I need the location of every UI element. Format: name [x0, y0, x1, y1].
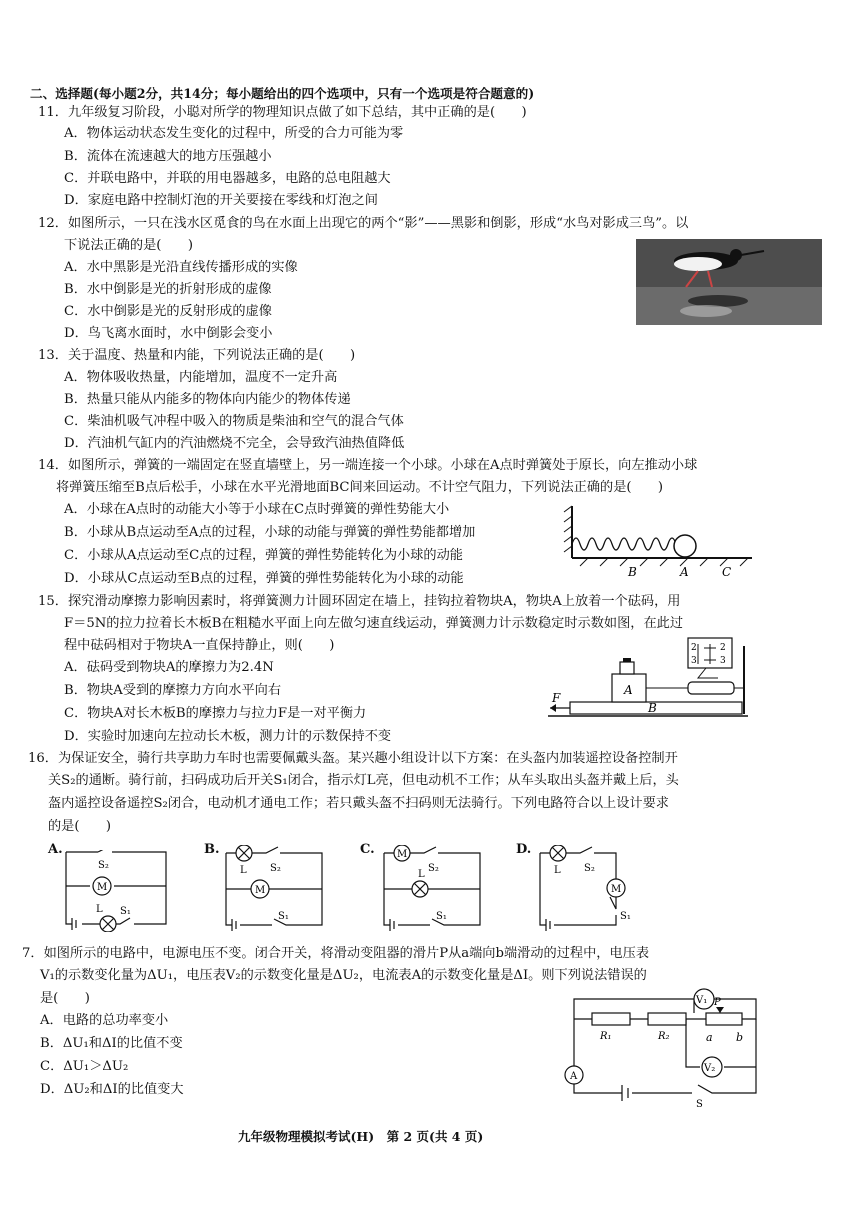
q16-option-b-label: B. [204, 842, 220, 857]
circuit-c [380, 845, 490, 935]
q16-stem-1: 16．为保证安全，骑行共享助力车时也需要佩戴头盔。某兴趣小组设计以下方案：在头盔内加装遥控设备控制开 [28, 751, 678, 766]
s1-label: S₁ [120, 906, 131, 917]
q17-stem-3: 是( ) [40, 991, 90, 1006]
lamp-label: L [554, 865, 561, 876]
q14-option-d: D．小球从C点运动至B点的过程，弹簧的弹性势能转化为小球的动能 [64, 571, 464, 586]
scale-tick: 2 [720, 643, 726, 653]
q14-option-c: C．小球从A点运动至C点的过程，弹簧的弹性势能转化为小球的动能 [64, 548, 463, 563]
r2-label: R₂ [658, 1031, 670, 1042]
lamp-label: L [240, 865, 247, 876]
point-c-label: C [722, 565, 732, 579]
q15-stem-3: 程中砝码相对于物块A一直保持静止，则( ) [64, 638, 335, 653]
q15-option-a: A．砝码受到物块A的摩擦力为2.4N [64, 660, 274, 675]
s1-label: S₁ [436, 911, 447, 922]
q14-stem-2: 将弹簧压缩至B点后松手，小球在水平光滑地面BC间来回运动。不计空气阻力，下列说法正确的是( ) [56, 480, 664, 495]
slider-p-label: P [714, 997, 721, 1008]
q13-option-a: A．物体吸收热量，内能增加，温度不一定升高 [64, 370, 338, 385]
q16-stem-4: 的是( ) [48, 819, 112, 834]
q17-option-a: A．电路的总功率变小 [40, 1013, 169, 1028]
v2-label: V₂ [704, 1063, 716, 1074]
q17-option-b: B．ΔU₁和ΔI的比值不变 [40, 1036, 183, 1051]
motor-label: M [97, 882, 108, 893]
scale-tick: 3 [691, 656, 697, 666]
q13-stem: 13．关于温度、热量和内能，下列说法正确的是( ) [38, 348, 356, 363]
spring-diagram [560, 500, 760, 580]
section-header: 二、选择题(每小题2分，共14分；每小题给出的四个选项中，只有一个选项是符合题意的) [30, 86, 535, 101]
circuit-d [536, 845, 646, 935]
s2-label: S₂ [584, 863, 595, 874]
ammeter-label: A [570, 1071, 578, 1082]
q15-option-c: C．物块A对长木板B的摩擦力与拉力F是一对平衡力 [64, 706, 367, 721]
circuit-a [62, 850, 172, 932]
circuit-b [222, 845, 332, 935]
q13-option-c: C．柴油机吸气冲程中吸入的物质是柴油和空气的混合气体 [64, 414, 404, 429]
v1-label: V₁ [696, 995, 708, 1006]
q11-option-a: A．物体运动状态发生变化的过程中，所受的合力可能为零 [64, 126, 404, 141]
point-a-label: A [680, 565, 689, 579]
q12-stem-2: 下说法正确的是( ) [64, 238, 193, 253]
q14-option-b: B．小球从B点运动至A点的过程，小球的动能与弹簧的弹性势能都增加 [64, 525, 476, 540]
q12-stem-1: 12．如图所示，一只在浅水区觅食的鸟在水面上出现它的两个“影”——黑影和倒影，形成“水鸟对影成三鸟”。以 [38, 216, 689, 231]
q17-option-d: D．ΔU₂和ΔI的比值变大 [40, 1082, 184, 1097]
s2-label: S₂ [428, 863, 439, 874]
motor-label: M [611, 884, 622, 895]
board-b-label: B [648, 701, 657, 715]
lamp-label: L [418, 869, 425, 880]
r1-label: R₁ [600, 1031, 612, 1042]
q14-option-a: A．小球在A点时的动能大小等于小球在C点时弹簧的弹性势能大小 [64, 502, 450, 517]
q17-circuit [560, 985, 770, 1110]
q13-option-b: B．热量只能从内能多的物体向内能少的物体传递 [64, 392, 351, 407]
q17-option-c: C．ΔU₁＞ΔU₂ [40, 1059, 129, 1074]
switch-s-label: S [696, 1099, 703, 1110]
q15-option-b: B．物块A受到的摩擦力方向水平向右 [64, 683, 282, 698]
q11-option-d: D．家庭电路中控制灯泡的开关要接在零线和灯泡之间 [64, 193, 378, 208]
q11-option-c: C．并联电路中，并联的用电器越多，电路的总电阻越大 [64, 171, 391, 186]
end-a-label: a [706, 1031, 713, 1044]
q17-stem-1: 7．如图所示的电路中，电源电压不变。闭合开关，将滑动变阻器的滑片P从a端向b端滑动的过程中，电压表 [22, 946, 650, 961]
q16-stem-2: 关S₂的通断。骑行前，扫码成功后开关S₁闭合，指示灯L亮，但电动机不工作；从车头取出头盔并戴上后，头 [48, 773, 679, 788]
point-b-label: B [628, 565, 637, 579]
q16-option-a-label: A. [48, 842, 63, 857]
page-footer: 九年级物理模拟考试(H) 第 2 页(共 4 页) [238, 1129, 484, 1144]
q16-option-d-label: D. [516, 842, 532, 857]
q12-option-a: A．水中黑影是光沿直线传播形成的实像 [64, 260, 298, 275]
bird-photo [636, 239, 822, 325]
end-b-label: b [736, 1031, 744, 1044]
scale-tick: 3 [720, 656, 726, 666]
motor-label: M [255, 885, 266, 896]
q16-stem-3: 盔内遥控设备遥控S₂闭合，电动机才通电工作；若只戴头盔不扫码则无法骑行。下列电路符合以上设计要求 [48, 796, 669, 811]
s2-label: S₂ [98, 860, 109, 871]
s1-label: S₁ [620, 911, 631, 922]
motor-label: M [397, 849, 408, 860]
q16-option-c-label: C. [360, 842, 375, 857]
q15-stem-1: 15．探究滑动摩擦力影响因素时，将弹簧测力计圆环固定在墙上，挂钩拉着物块A，物块A上放着一个砝码，用 [38, 594, 681, 609]
friction-diagram [548, 636, 758, 726]
q12-option-d: D．鸟飞离水面时，水中倒影会变小 [64, 326, 273, 341]
q15-option-d: D．实验时加速向左拉动长木板，测力计的示数保持不变 [64, 729, 392, 744]
scale-tick: 2 [691, 643, 697, 653]
s1-label: S₁ [278, 911, 289, 922]
q11-stem: 11．九年级复习阶段，小聪对所学的物理知识点做了如下总结，其中正确的是( ) [38, 105, 527, 120]
q15-stem-2: F＝5N的拉力拉着长木板B在粗糙水平面上向左做匀速直线运动，弹簧测力计示数稳定时示数如图，在此过 [64, 616, 684, 631]
q11-option-b: B．流体在流速越大的地方压强越小 [64, 149, 272, 164]
q12-option-c: C．水中倒影是光的反射形成的虚像 [64, 304, 272, 319]
lamp-label: L [96, 904, 103, 915]
q17-stem-2: V₁的示数变化量为ΔU₁，电压表V₂的示数变化量是ΔU₂，电流表A的示数变化量是ΔI。则下列说法错误的 [40, 968, 647, 983]
q12-option-b: B．水中倒影是光的折射形成的虚像 [64, 282, 272, 297]
q14-stem-1: 14．如图所示，弹簧的一端固定在竖直墙壁上，另一端连接一个小球。小球在A点时弹簧处于原长，向左推动小球 [38, 458, 698, 473]
block-a-label: A [624, 683, 633, 697]
q13-option-d: D．汽油机气缸内的汽油燃烧不完全，会导致汽油热值降低 [64, 436, 405, 451]
force-f-label: F [552, 691, 561, 705]
s2-label: S₂ [270, 863, 281, 874]
